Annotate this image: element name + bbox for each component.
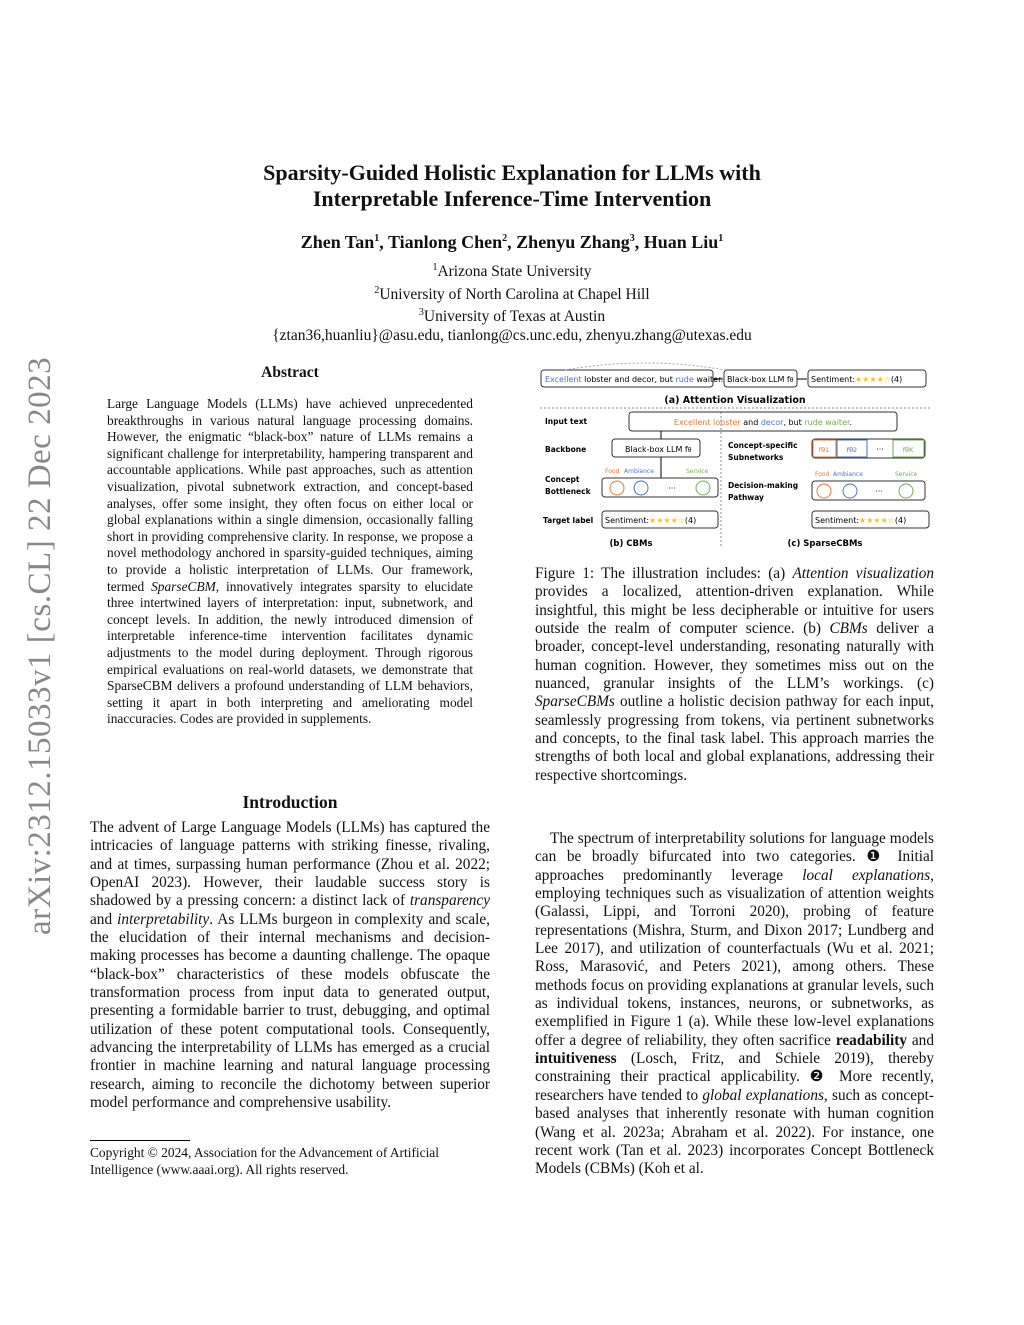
text-run: transparency	[409, 892, 490, 910]
affiliation	[0, 304, 1024, 327]
text-run: global explanations	[702, 1086, 824, 1104]
sentiment-c: Sentiment:★★★★☆(4)	[815, 516, 907, 525]
row-label: Target label	[543, 516, 594, 525]
caption-c: (c) SparseCBMs	[787, 539, 863, 549]
author-name: Zhenyu Zhang	[516, 232, 630, 252]
text-run: and	[90, 910, 118, 928]
affiliation	[0, 282, 1024, 305]
attention-arc	[565, 363, 725, 370]
concept-node	[899, 484, 913, 498]
row-label: Concept	[545, 475, 580, 484]
sentiment-a: Sentiment:★★★★☆(4)	[811, 375, 903, 384]
affil-text: Arizona State University	[437, 263, 592, 281]
author-sup: 3	[629, 233, 635, 244]
affil-sup: 3	[418, 307, 424, 319]
abstract-heading: Abstract	[261, 364, 319, 381]
text-run: Large Language Models (LLMs) have achieved unprecedented breakthroughs in various natural language processing domains. However, the enigmatic “black-box” nature of LLMs remains a significant challenge for interpretability, hampering transparent and accountable applications. While past approaches, such as attention visualization, pivotal subnetwork extraction, and concept-based analyses, offer some insight, they often focus on either local or global explanations within a single dimension, occasionally falling short in providing comprehensive clarity. In response, we propose a novel methodology anchored in sparsity-guided techniques, aiming to provide a holistic interpretation of LLMs. Our framework, termed	[107, 396, 473, 594]
affil-sup: 1	[432, 262, 438, 273]
ellipsis: ···	[876, 445, 884, 454]
affiliations	[0, 259, 1024, 345]
row-label: Bottleneck	[545, 487, 591, 496]
row-label: Concept-specific	[728, 441, 798, 450]
text-run: interpretability	[117, 910, 210, 928]
concept-label: Service	[686, 468, 709, 475]
text-run: . As LLMs burgeon in complexity and scale, the elucidation of their internal mechanisms and decision-making processes has become a daunting challenge. The opaque “black-box” characteristics of these models obfuscate the transformation process from input data to generated output, presenting a formidable barrier to trust, debugging, and optimal utilization of these potent computational tools. Consequently, advancing the interpretability of LLMs has emerged as a crucial frontier in machine learning and natural language processing research, aiming to reconcile the dichotomy between superior model performance and comprehensive usability.	[90, 910, 490, 1112]
paper-title	[0, 160, 1024, 212]
affil-sup: 2	[374, 284, 380, 296]
body-paragraph	[535, 830, 934, 1179]
author: Zhen Tan$^1$,	[300, 232, 388, 252]
author	[644, 232, 724, 252]
copyright-notice: Copyright © 2024, Association for the Advancement of Artificial Intelligence (www.aaai.org). All rights reserved.	[90, 1145, 439, 1177]
concept-node	[696, 481, 710, 495]
author-name: Zhen Tan	[300, 232, 375, 252]
text-run: and	[906, 1031, 934, 1049]
text-run: The advent of Large Language Models (LLMs) has captured the intricacies of language patterns with striking finesse, rivaling, and at times, surpassing human performance (Zhou et al. 2022; OpenAI 2023). However, their laudable success story is shadowed by a pressing concern: a distinct lack of	[90, 819, 490, 910]
text-run: local explanations	[802, 866, 931, 884]
row-label: Backbone	[545, 445, 587, 454]
text-run: provides a localized, attention-driven explanation. While insightful, this might be less decipherable or intuitive for users outside the realm of computer science. (b)	[535, 583, 934, 638]
text-run: , employing techniques such as visualization of attention weights (Galassi, Lippi, and Torroni 2020), probing of feature representations (Mishra, Sturm, and Dixon 2017; Lundberg and Lee 2017), and utilization of counterfactuals (Wu et al. 2021; Ross, Marasović, and Peters 2021), among others. These methods focus on providing explanations at granular levels, such as individual tokens, instances, neurons, or subnetworks, as exemplified in Figure 1 (a). While these low-level explanations offer a degree of reliability, they often sacrifice	[535, 866, 934, 1049]
author: Tianlong Chen$^2$,	[387, 232, 517, 252]
ellipsis: ···	[875, 487, 883, 496]
text-run: SparseCBMs	[535, 693, 615, 711]
text-run: Figure 1: The illustration includes: (a)	[535, 565, 793, 582]
input-text-a: Excellent lobster and decor, but rude waiter.	[545, 375, 724, 384]
figure-1	[535, 360, 935, 555]
concept-node	[610, 481, 624, 495]
text-run: The spectrum of interpretability solutions for language models can be broadly bifurcated into two categories. ❶ Initial approaches predominantly leverage	[535, 830, 934, 884]
concept-node	[843, 484, 857, 498]
caption-a: (a) Attention Visualization	[664, 395, 806, 406]
subnetwork-label: fθ1	[818, 446, 830, 454]
row-label: Subnetworks	[728, 453, 784, 462]
concept-label: Service	[895, 471, 918, 478]
text-run: deliver a broader, concept-level understanding, resonating naturally with human cognition. However, they sometimes miss out on the nuanced, granular insights of the LLM’s workings. (c)	[535, 620, 934, 693]
concept-label: Ambiance	[833, 471, 863, 478]
abstract-text	[107, 396, 473, 728]
introduction-heading: Introduction	[242, 792, 338, 812]
text-run: (Losch, Fritz, and Schiele 2019), thereby constraining their practical applicability. ❷ More recently, researchers have tended to	[535, 1050, 934, 1104]
affil-text: University of Texas at Austin	[423, 308, 606, 326]
affiliation	[0, 259, 1024, 282]
text-run: outline a holistic decision pathway for each input, seamlessly progressing from tokens, via pertinent subnetworks and concepts, to the final task label. This approach marries the strengths of both local and global explanations, addressing their respective shortcomings.	[535, 693, 934, 784]
input-text: Excellent lobster and decor, but rude waiter.	[673, 418, 853, 427]
subnetwork-label: fθK	[902, 446, 914, 454]
text-run: CBMs	[829, 620, 868, 638]
title-line-2: Interpretable Inference-Time Intervention	[312, 186, 712, 211]
row-label: Pathway	[728, 493, 764, 502]
caption-b: (b) CBMs	[609, 539, 653, 549]
concept-label: Ambiance	[624, 468, 654, 475]
text-run: , innovatively integrates sparsity to elucidate three intertwined layers of interpretation: input, subnetwork, and concept levels. In addition, the newly introduced dimension of interpretable inference-time intervention facilitates dynamic adjustments to the model during deployment. Through rigorous empirical evaluations on real-world datasets, we demonstrate that SparseCBM delivers a profound understanding of LLM behaviors, setting it apart in both interpreting and ameliorating model inaccuracies. Codes are provided in supplements.	[107, 578, 473, 727]
affil-text: University of North Carolina at Chapel Hill	[379, 285, 650, 303]
text-run: Attention visualization	[792, 565, 934, 582]
author-name: Tianlong Chen	[387, 232, 503, 252]
ellipsis: ···	[668, 484, 676, 493]
sentiment-b: Sentiment:★★★★☆(4)	[605, 516, 697, 525]
emails: {ztan36,huanliu}@asu.edu, tianlong@cs.unc.edu, zhenyu.zhang@utexas.edu	[272, 326, 752, 344]
title-line-1: Sparsity-Guided Holistic Explanation for LLMs with	[263, 160, 761, 185]
introduction-paragraph	[90, 819, 490, 1113]
text-run: readability	[835, 1031, 907, 1049]
footnote-rule	[90, 1140, 190, 1141]
figure-caption	[535, 565, 934, 785]
row-label: Decision-making	[728, 481, 799, 490]
text-run: , such as concept-based analyses that inherently resonate with human cognition (Wang et al. 2023a; Abraham et al. 2022). For instance, one recent work (Tan et al. 2023) incorporates Concept Bottleneck Models (CBMs) (Koh et al.	[535, 1086, 934, 1178]
row-label: Input text	[545, 417, 588, 426]
concept-label: Food	[605, 468, 620, 475]
author-sup: 1	[718, 233, 724, 244]
author-sup: 2	[502, 233, 508, 244]
concept-node	[634, 481, 648, 495]
concept-label: Food	[815, 471, 830, 478]
concept-node	[817, 484, 831, 498]
author-list	[0, 232, 1024, 253]
author-name: Huan Liu	[643, 232, 719, 252]
author-sup: 1	[374, 233, 380, 244]
text-run: intuitiveness	[535, 1050, 617, 1068]
llm-label-a: Black-box LLM fθ	[727, 375, 794, 384]
arxiv-side-stamp: arXiv:2312.15033v1 [cs.CL] 22 Dec 2023	[22, 356, 58, 935]
subnetwork-label: fθ2	[846, 446, 858, 454]
llm-label-b: Black-box LLM fθ	[625, 445, 692, 454]
author: Zhenyu Zhang$^3$,	[516, 232, 644, 252]
text-run: SparseCBM	[151, 578, 216, 594]
